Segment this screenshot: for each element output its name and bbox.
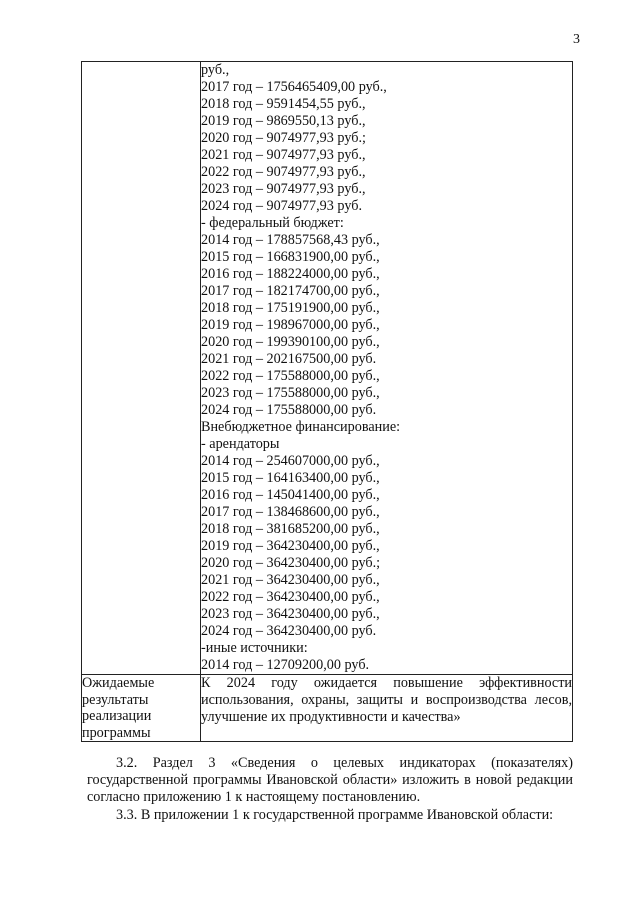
- results-row: [82, 675, 573, 742]
- funding-line: 2024 год – 9074977,93 руб.: [201, 198, 362, 214]
- funding-line: 2015 год – 164163400,00 руб.,: [201, 470, 380, 486]
- funding-line: 2014 год – 254607000,00 руб.,: [201, 453, 380, 469]
- funding-line: 2020 год – 9074977,93 руб.;: [201, 130, 366, 146]
- funding-label-cell: [82, 62, 201, 675]
- funding-line: 2020 год – 364230400,00 руб.;: [201, 555, 381, 571]
- funding-line: - арендаторы: [201, 436, 280, 452]
- page-number: 3: [573, 32, 580, 47]
- funding-line: 2018 год – 381685200,00 руб.,: [201, 521, 380, 537]
- funding-row: [82, 62, 573, 675]
- results-label-line: реализации: [82, 708, 152, 724]
- funding-line: 2023 год – 364230400,00 руб.,: [201, 606, 380, 622]
- funding-line: 2022 год – 9074977,93 руб.,: [201, 164, 366, 180]
- results-label-line: программы: [82, 724, 151, 741]
- funding-line: - федеральный бюджет:: [201, 215, 344, 231]
- results-label-line: результаты: [82, 691, 149, 708]
- funding-line: -иные источники:: [201, 640, 308, 656]
- funding-line: 2019 год – 198967000,00 руб.,: [201, 317, 380, 333]
- funding-line: Внебюджетное финансирование:: [201, 419, 401, 435]
- funding-line: 2021 год – 202167500,00 руб.: [201, 351, 377, 367]
- funding-line: 2019 год – 9869550,13 руб.,: [201, 113, 366, 129]
- funding-line: 2022 год – 175588000,00 руб.,: [201, 368, 380, 384]
- results-label-line: Ожидаемые: [82, 675, 155, 691]
- funding-line: 2018 год – 175191900,00 руб.,: [201, 300, 380, 316]
- funding-line: 2017 год – 138468600,00 руб.,: [201, 504, 380, 520]
- funding-line: 2014 год – 178857568,43 руб.,: [201, 232, 380, 248]
- funding-lines-list: [201, 62, 572, 674]
- paragraph-section-3-2: 3.2. Раздел 3 «Сведения о целевых индикаторах (показателях) государственной программы Ивановской области» изложить в новой редакции согласно приложению 1 к настоящему постановлению.: [87, 755, 573, 806]
- funding-line: 2015 год – 166831900,00 руб.,: [201, 249, 380, 265]
- funding-values-cell: [201, 62, 573, 675]
- results-text: К 2024 году ожидается повышение эффективности использования, охраны, защиты и воспроизводства лесов, улучшение их продуктивности и качества»: [201, 675, 572, 726]
- results-label-cell: [82, 675, 201, 742]
- program-passport-table: [81, 61, 573, 742]
- results-text-cell: [201, 675, 573, 742]
- funding-line: руб.,: [201, 62, 230, 78]
- funding-line: 2024 год – 364230400,00 руб.: [201, 623, 377, 639]
- funding-line: 2017 год – 182174700,00 руб.,: [201, 283, 380, 299]
- funding-line: 2020 год – 199390100,00 руб.,: [201, 334, 380, 350]
- funding-line: 2024 год – 175588000,00 руб.: [201, 402, 377, 418]
- funding-line: 2018 год – 9591454,55 руб.,: [201, 96, 366, 112]
- funding-line: 2014 год – 12709200,00 руб.: [201, 657, 370, 673]
- funding-line: 2017 год – 1756465409,00 руб.,: [201, 79, 387, 95]
- funding-line: 2016 год – 145041400,00 руб.,: [201, 487, 380, 503]
- funding-line: 2023 год – 175588000,00 руб.,: [201, 385, 380, 401]
- funding-line: 2021 год – 9074977,93 руб.,: [201, 147, 366, 163]
- funding-line: 2021 год – 364230400,00 руб.,: [201, 572, 380, 588]
- funding-line: 2023 год – 9074977,93 руб.,: [201, 181, 366, 197]
- funding-line: 2016 год – 188224000,00 руб.,: [201, 266, 380, 282]
- funding-line: 2019 год – 364230400,00 руб.,: [201, 538, 380, 554]
- paragraph-section-3-3: 3.3. В приложении 1 к государственной программе Ивановской области:: [116, 807, 554, 823]
- funding-line: 2022 год – 364230400,00 руб.,: [201, 589, 380, 605]
